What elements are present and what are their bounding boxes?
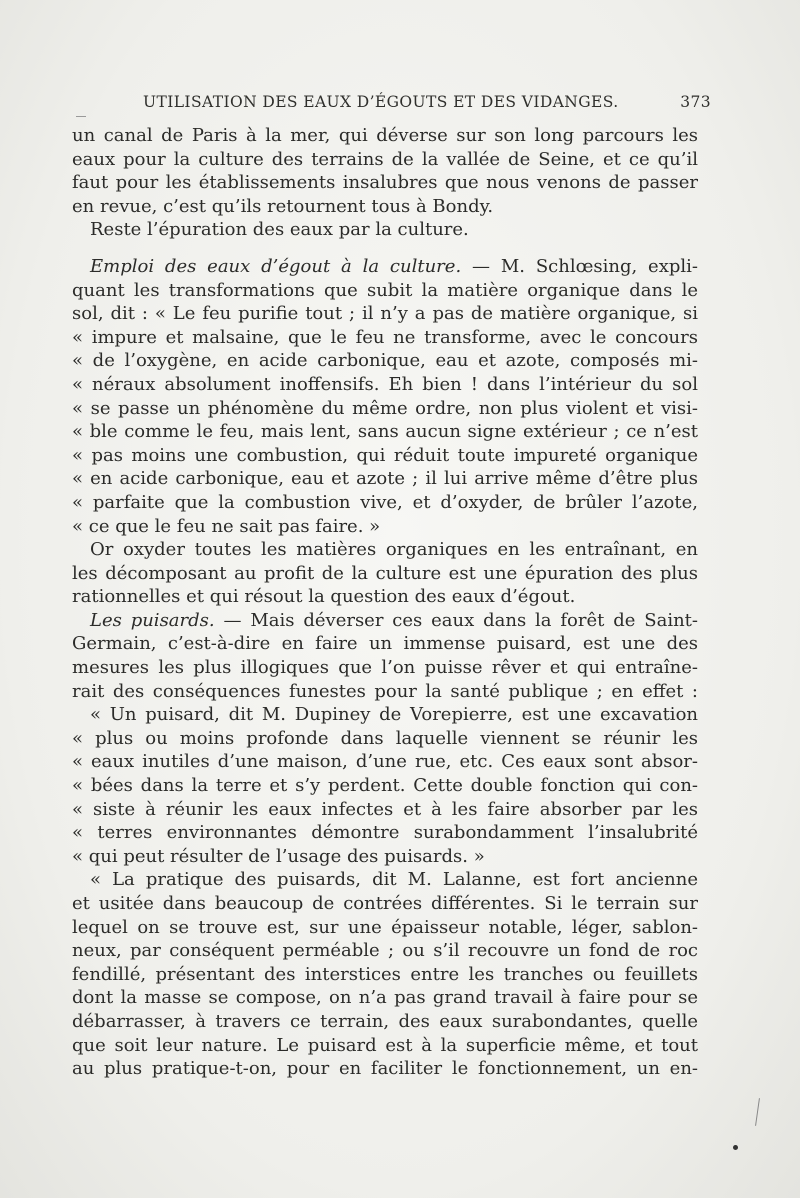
running-title: UTILISATION DES EAUX D’ÉGOUTS ET DES VIDANGES.: [143, 93, 619, 111]
section-start-line: [72, 255, 698, 279]
text-line: « en acide carbonique, eau et azote ; il lui arrive même d’être plus: [72, 468, 698, 490]
text-line: « eaux inutiles d’une maison, d’une rue, etc. Ces eaux sont absor-: [72, 751, 698, 773]
text-line: en revue, c’est qu’ils retournent tous à Bondy.: [72, 195, 494, 217]
text-line: « bées dans la terre et s’y perdent. Cette double fonction qui con-: [72, 775, 698, 797]
text-line: au plus pratique-t-on, pour en faciliter le fonctionnement, un en-: [72, 1058, 698, 1080]
margin-mark: [755, 1098, 760, 1126]
section-heading-emploi: Emploi des eaux d’égout à la culture.: [90, 255, 462, 277]
text-line: — M. Schlœsing, expli-: [472, 255, 698, 277]
text-line: Or oxyder toutes les matières organiques en les entraînant, en: [90, 539, 698, 561]
text-line: sol, dit : « Le feu purifie tout ; il n’y a pas de matière organique, si: [72, 303, 698, 325]
text-line: rait des conséquences funestes pour la santé publique ; en effet :: [72, 680, 698, 702]
text-line: et usitée dans beaucoup de contrées différentes. Si le terrain sur: [72, 893, 698, 914]
page-number: 373: [680, 93, 711, 111]
section-start-line: [72, 609, 698, 633]
text-line: « pas moins une combustion, qui réduit toute impureté organique: [72, 444, 698, 466]
body-text: [72, 124, 698, 1081]
text-line: rationnelles et qui résout la question des eaux d’égout.: [72, 586, 576, 608]
text-line: « se passe un phénomène du même ordre, non plus violent et visi-: [72, 397, 698, 419]
ink-dot: [733, 1145, 738, 1150]
text-line: « néraux absolument inoffensifs. Eh bien ! dans l’intérieur du sol: [72, 373, 698, 395]
running-header: [143, 93, 711, 117]
text-line: « ce que le feu ne sait pas faire. »: [72, 515, 381, 537]
text-line: Reste l’épuration des eaux par la culture.: [90, 219, 469, 241]
text-line: « impure et malsaine, que le feu ne transforme, avec le concours: [72, 326, 698, 348]
text-line: Germain, c’est-à-dire en faire un immense puisard, est une des: [72, 633, 698, 655]
text-line: « parfaite que la combustion vive, et d’oxyder, de brûler l’azote,: [72, 491, 698, 513]
text-line: mesures les plus illogiques que l’on puisse rêver et qui entraîne-: [72, 657, 698, 679]
text-line: « siste à réunir les eaux infectes et à les faire absorber par les: [72, 798, 698, 820]
text-line: eaux pour la culture des terrains de la vallée de Seine, et ce qu’il: [72, 148, 698, 170]
text-line: — Mais déverser ces eaux dans la forêt de Saint-: [223, 609, 698, 631]
text-line: « qui peut résulter de l’usage des puisards. »: [72, 845, 485, 867]
text-line: lequel on se trouve est, sur une épaisseur notable, léger, sablon-: [72, 916, 698, 938]
text-line: « plus ou moins profonde dans laquelle viennent se réunir les: [72, 727, 698, 749]
text-line: faut pour les établissements insalubres que nous venons de passer: [72, 172, 698, 194]
section-heading-puisards: Les puisards.: [90, 609, 215, 631]
text-line: fendillé, présentant des interstices entre les tranches ou feuillets: [72, 963, 698, 985]
text-line: « ble comme le feu, mais lent, sans aucun signe extérieur ; ce n’est: [72, 421, 698, 443]
text-line: « de l’oxygène, en acide carbonique, eau et azote, composés mi-: [72, 350, 698, 372]
text-line: débarrasser, à travers ce terrain, des eaux surabondantes, quelle: [72, 1010, 698, 1032]
text-line: un canal de Paris à la mer, qui déverse sur son long parcours les: [72, 125, 698, 146]
text-line: dont la masse se compose, on n’a pas grand travail à faire pour se: [72, 987, 698, 1009]
text-line: « La pratique des puisards, dit M. Lalanne, est fort ancienne: [90, 869, 698, 891]
text-line: les décomposant au profit de la culture est une épuration des plus: [72, 562, 698, 584]
margin-tick: [76, 116, 86, 117]
text-line: que soit leur nature. Le puisard est à la superficie même, et tout: [72, 1034, 698, 1056]
text-line: « terres environnantes démontre surabondamment l’insalubrité: [72, 822, 698, 844]
text-line: « Un puisard, dit M. Dupiney de Vorepierre, est une excavation: [90, 704, 698, 726]
text-line: neux, par conséquent perméable ; ou s’il recouvre un fond de roc: [72, 940, 698, 962]
text-line: quant les transformations que subit la matière organique dans le: [72, 279, 698, 301]
